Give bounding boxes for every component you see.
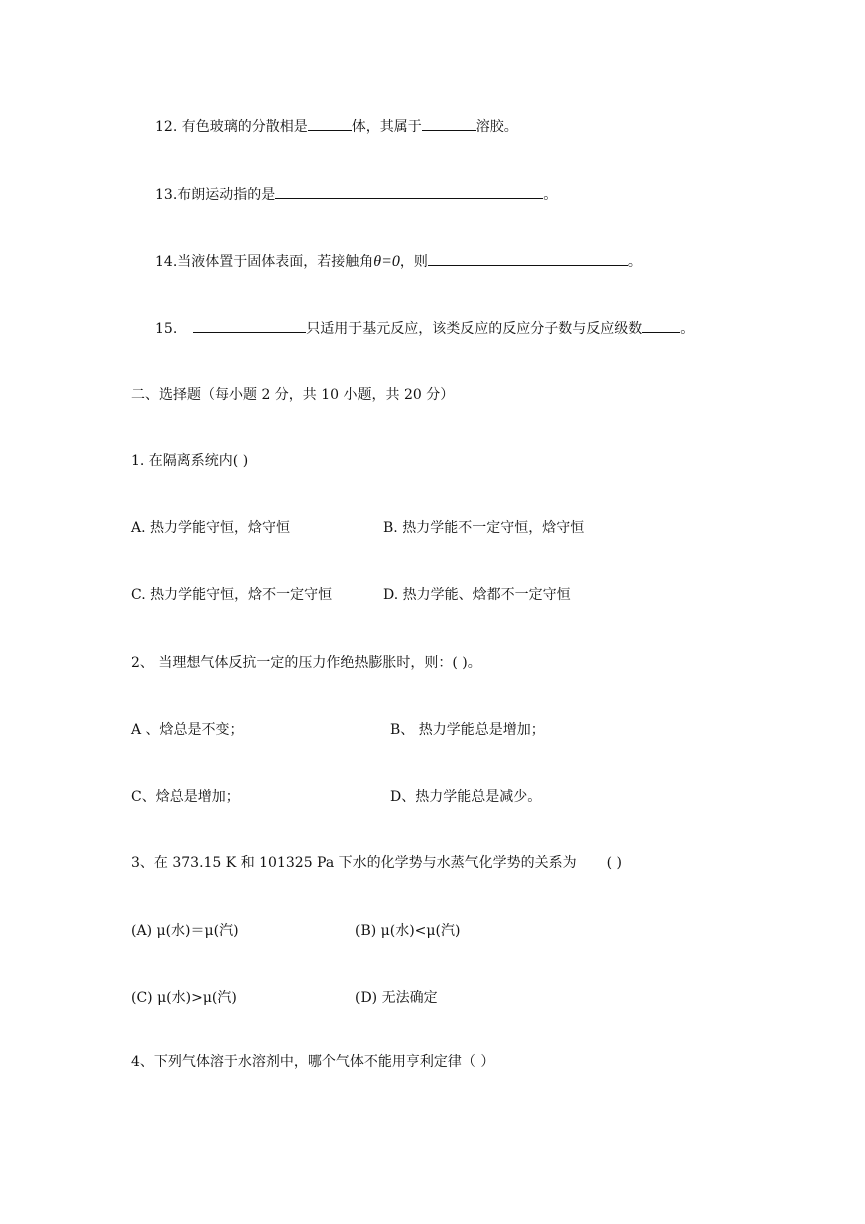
mc2-option-d[interactable]: D、热力学能总是减少。 (390, 789, 542, 805)
mc2-option-a[interactable]: A 、焓总是不变； (131, 722, 244, 738)
question-15-mid: 只适用于基元反应，该类反应的反应分子数与反应级数 (306, 321, 643, 337)
question-14 (155, 251, 642, 272)
question-14-prefix: 14.当液体置于固体表面，若接触角 (155, 254, 374, 270)
mc3-option-c[interactable]: (C) μ(水)>μ(汽) (131, 990, 237, 1006)
question-13-prefix: 13.布朗运动指的是 (155, 187, 276, 203)
question-12-prefix: 12. 有色玻璃的分散相是 (155, 119, 308, 135)
mc3-option-d[interactable]: (D) 无法确定 (355, 990, 438, 1006)
question-12-mid: 体，其属于 (351, 119, 422, 135)
mc1-option-d[interactable]: D. 热力学能、焓都不一定守恒 (383, 587, 571, 603)
question-14-suffix: 。 (627, 254, 642, 270)
mc1-option-b[interactable]: B. 热力学能不一定守恒，焓守恒 (383, 520, 585, 536)
section-title: 二、选择题（每小题 2 分，共 10 小题，共 20 分） (131, 387, 455, 403)
mc-question-4: 4、下列气体溶于水溶剂中，哪个气体不能用亨利定律（ ） (131, 1054, 495, 1070)
mc2-option-b[interactable]: B、 热力学能总是增加； (390, 722, 545, 738)
answer-blank[interactable] (422, 116, 476, 131)
mc3-question-text: 3、在 373.15 K 和 101325 Pa 下水的化学势与水蒸气化学势的关系为 (131, 855, 577, 871)
mc-question-2: 2、 当理想气体反抗一定的压力作绝热膨胀时，则：( )。 (131, 655, 482, 671)
answer-blank[interactable] (275, 184, 543, 199)
mc1-option-a[interactable]: A. 热力学能守恒，焓守恒 (131, 520, 291, 536)
mc2-option-c[interactable]: C、焓总是增加； (131, 789, 240, 805)
question-15-suffix: 。 (680, 321, 695, 337)
question-14-mid: ，则 (399, 254, 428, 270)
mc-question-3 (131, 853, 622, 873)
question-12-suffix: 溶胶。 (475, 119, 518, 135)
mc1-option-c[interactable]: C. 热力学能守恒，焓不一定守恒 (131, 587, 333, 603)
mc3-option-b[interactable]: (B) μ(水)<μ(汽) (355, 923, 461, 939)
answer-blank[interactable] (642, 318, 680, 333)
mc3-option-a[interactable]: (A) μ(水)＝μ(汽) (131, 923, 239, 939)
answer-blank[interactable] (428, 251, 628, 266)
question-15-number: 15. (155, 321, 178, 337)
question-15 (155, 318, 694, 339)
contact-angle-formula: θ=0 (373, 253, 400, 270)
answer-blank[interactable] (193, 318, 306, 333)
question-13-suffix: 。 (543, 187, 558, 203)
mc-question-1: 1. 在隔离系统内( ) (131, 453, 249, 469)
answer-blank[interactable] (308, 116, 352, 131)
question-12 (155, 116, 518, 137)
question-13 (155, 184, 557, 205)
mc3-answer-paren[interactable]: ( ) (606, 855, 623, 871)
